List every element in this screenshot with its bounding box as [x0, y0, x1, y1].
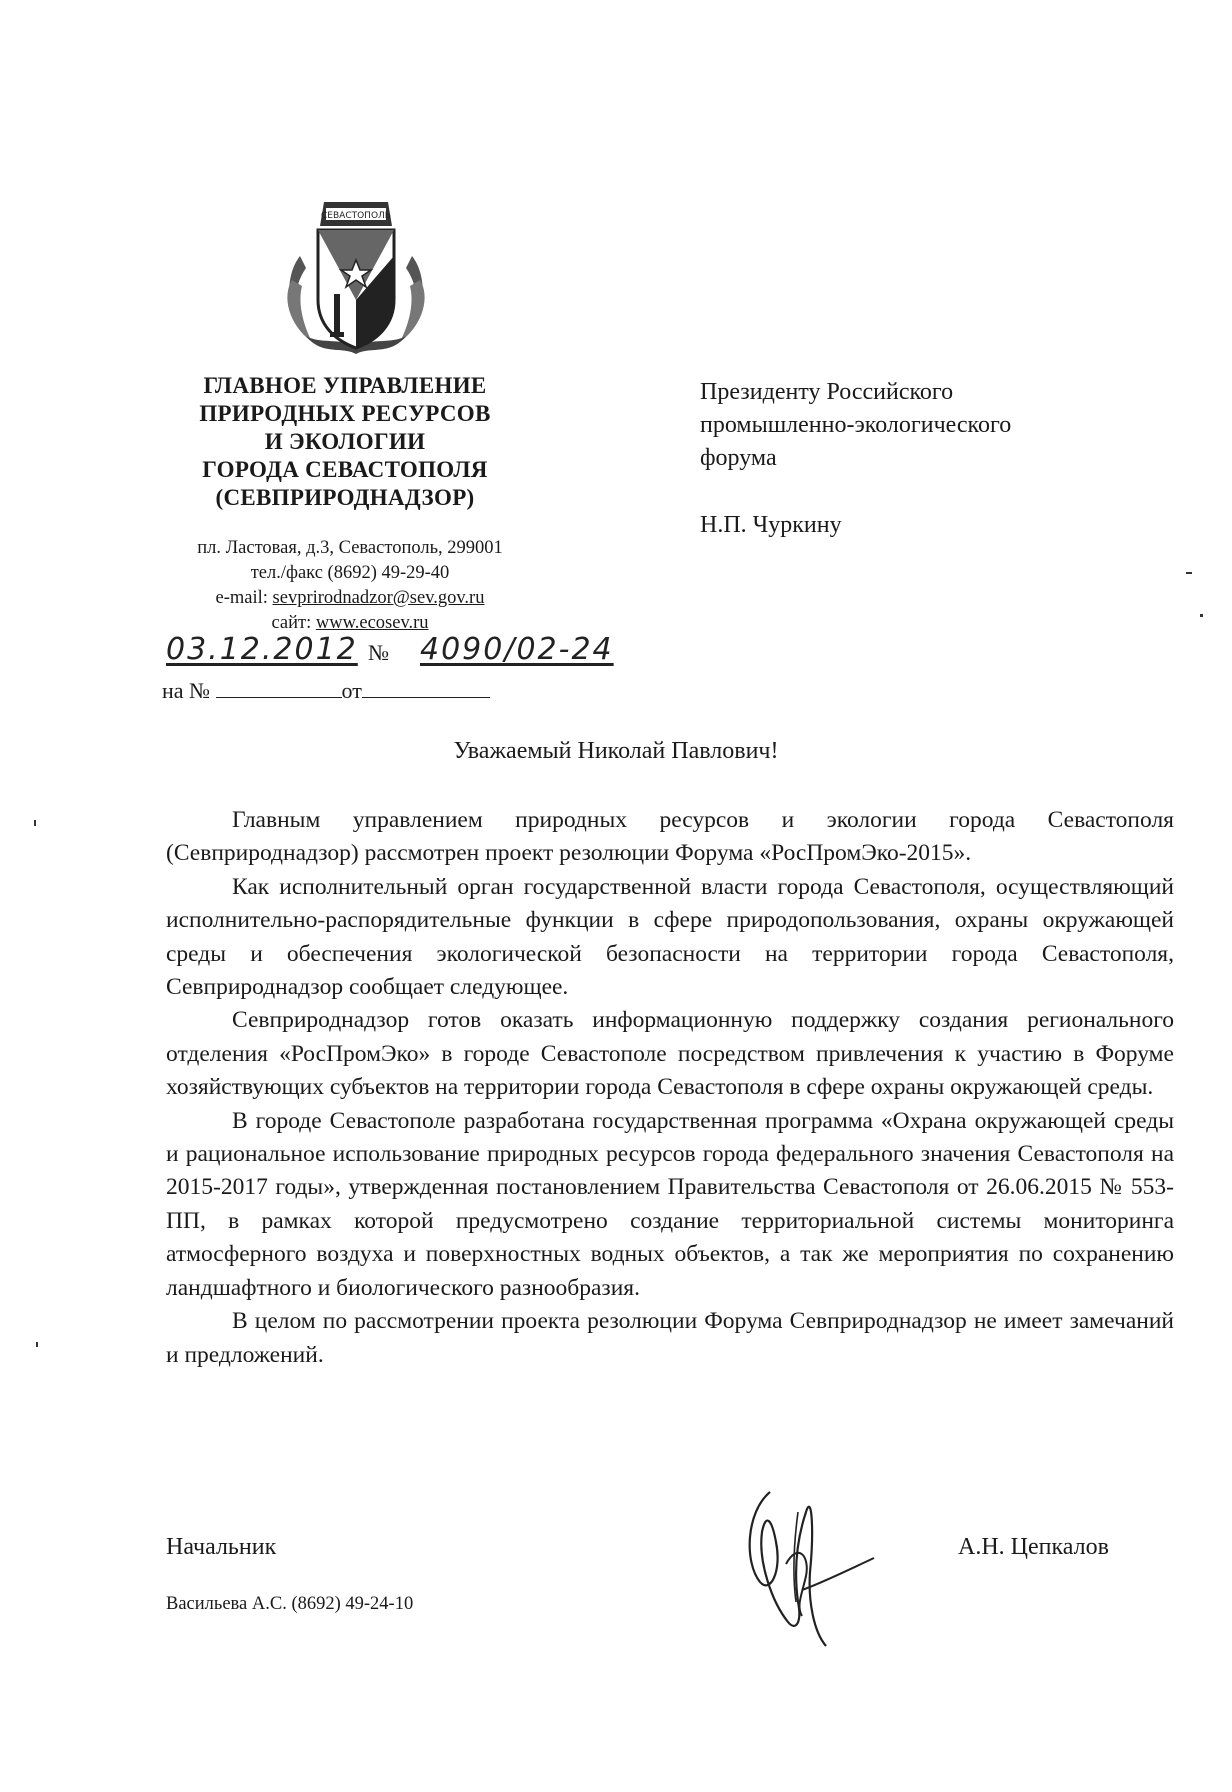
org-line-3: И ЭКОЛОГИИ — [264, 429, 426, 454]
body-paragraph-3: Севприроднадзор готов оказать информационную поддержку создания регионального отделения «РосПромЭко» в городе Севастополе посредством привлечения к участию в Форуме хозяйствующих субъектов на территории города Севастополя в сфере охраны окружающей среды. — [166, 1007, 1174, 1101]
coat-of-arms-icon — [282, 196, 430, 366]
body-paragraph-2: Как исполнительный орган государственной власти города Севастополя, осуществляющий исполнительно-распорядительные функции в сфере природопользования, охраны окружающей среды и обеспечения экологической безопасности на территории города Севастополя, Севприроднадзор сообщает следующее. — [166, 873, 1174, 1001]
scan-speck — [1200, 614, 1203, 617]
email-link[interactable]: sevprirodnadzor@sev.gov.ru — [272, 588, 485, 608]
organization-contacts — [150, 536, 550, 636]
executor-contact: Васильева А.С. (8692) 49-24-10 — [166, 1594, 414, 1614]
org-line-4: ГОРОДА СЕВАСТОПОЛЯ — [202, 457, 488, 482]
scan-speck — [36, 1342, 38, 1347]
email-label: e-mail: — [215, 588, 273, 608]
outgoing-registration — [160, 630, 640, 676]
signatory-title: Начальник — [166, 1534, 277, 1560]
scan-speck — [1186, 572, 1192, 574]
salutation: Уважаемый Николай Павлович! — [453, 738, 779, 764]
org-line-2: ПРИРОДНЫХ РЕСУРСОВ — [199, 401, 491, 426]
org-line-1: ГЛАВНОЕ УПРАВЛЕНИЕ — [203, 373, 487, 398]
site-label: сайт: — [271, 613, 316, 633]
site-link[interactable]: www.ecosev.ru — [315, 613, 429, 633]
addressee-name: Н.П. Чуркину — [700, 512, 842, 538]
address: пл. Ластовая, д.3, Севастополь, 299001 — [197, 538, 503, 558]
body-paragraph-5: В целом по рассмотрении проекта резолюции Форума Севприроднадзор не имеет замечаний и предложений. — [166, 1308, 1174, 1368]
outgoing-date: 03.12.2012 — [166, 632, 358, 667]
outgoing-number: 4090/02-24 — [420, 632, 614, 667]
addressee-line-1: Президенту Российского — [700, 379, 954, 405]
addressee-line-3: форума — [700, 445, 777, 471]
reference-number-blank — [216, 679, 342, 698]
reference-date-blank — [362, 679, 490, 698]
signatory-name: А.Н. Цепкалов — [958, 1534, 1109, 1560]
scan-speck — [34, 820, 36, 826]
body-paragraph-1: Главным управлением природных ресурсов и экологии города Севастополя (Севприроднадзор) рассмотрен проект резолюции Форума «РосПромЭко-2015». — [166, 807, 1174, 867]
addressee-line-2: промышленно-экологического — [700, 412, 1012, 438]
letter-body — [166, 804, 1174, 1372]
phone: тел./факс (8692) 49-29-40 — [250, 563, 450, 583]
org-line-5: (СЕВПРИРОДНАДЗОР) — [215, 485, 475, 510]
body-paragraph-4: В городе Севастополе разработана государственная программа «Охрана окружающей среды и рациональное использование природных ресурсов города федерального значения Севастополя на 2015-2017 годы», утвержденная постановлением Правительства Севастополя от 26.06.2015 № 553-ПП, в рамках которой предусмотрено создание территориальной системы мониторинга атмосферного воздуха и поверхностных водных объектов, а так же мероприятия по сохранению ландшафтного и биологического разнообразия. — [166, 1107, 1174, 1301]
addressee-block — [700, 376, 1160, 542]
svg-text:СЕВАСТОПОЛЬ: СЕВАСТОПОЛЬ — [321, 211, 391, 221]
handwritten-signature-icon — [736, 1472, 876, 1652]
organization-name — [150, 372, 540, 512]
reference-number-label: на № — [162, 678, 211, 703]
reference-date-label: от — [341, 678, 362, 703]
number-sign: № — [368, 640, 389, 665]
incoming-reference — [162, 678, 490, 704]
email-line — [150, 586, 550, 611]
